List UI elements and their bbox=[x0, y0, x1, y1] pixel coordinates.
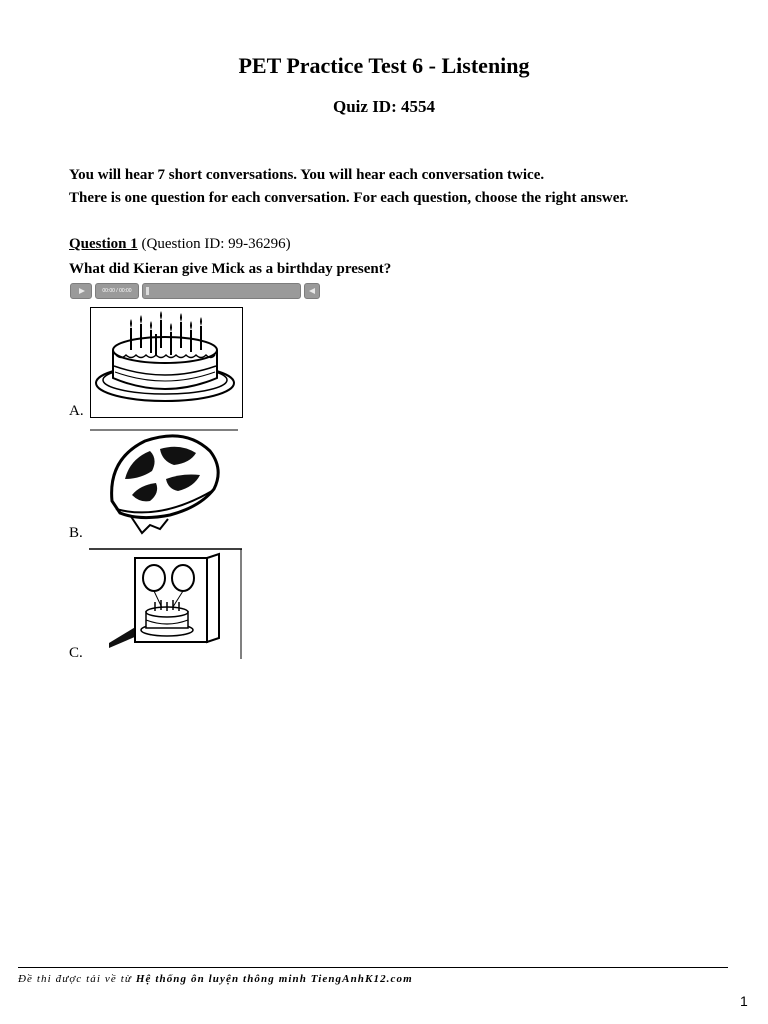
page-title: PET Practice Test 6 - Listening bbox=[238, 53, 530, 78]
footer-rule bbox=[18, 967, 728, 968]
option-a-label: A. bbox=[69, 403, 84, 419]
quiz-id: Quiz ID: 4554 bbox=[333, 97, 435, 116]
question-header bbox=[69, 236, 291, 253]
birthday-cake-icon[interactable] bbox=[90, 307, 243, 418]
footer-text bbox=[18, 973, 413, 985]
question-id: (Question ID: 99-36296) bbox=[141, 236, 291, 252]
page-number: 1 bbox=[740, 993, 748, 1009]
play-button[interactable] bbox=[70, 283, 92, 299]
time-display: 00:00 / 00:00 bbox=[95, 283, 139, 299]
question-number: Question 1 bbox=[69, 236, 138, 252]
seek-bar[interactable] bbox=[142, 283, 301, 299]
footer-prefix: Đề thi được tải về từ bbox=[18, 973, 132, 985]
footer-site-link[interactable]: Hệ thống ôn luyện thông minh TiengAnhK12.com bbox=[135, 973, 413, 985]
seek-thumb[interactable] bbox=[146, 287, 149, 295]
question-text: What did Kieran give Mick as a birthday present? bbox=[69, 261, 392, 277]
birthday-card-icon[interactable] bbox=[89, 548, 242, 659]
instruction-line-1: You will hear 7 short conversations. You will hear each conversation twice. bbox=[69, 167, 545, 183]
option-c-label: C. bbox=[69, 645, 83, 661]
bicycle-helmet-icon[interactable] bbox=[90, 429, 238, 539]
instruction-line-2: There is one question for each conversation. For each question, choose the right answer. bbox=[69, 190, 629, 206]
volume-button[interactable] bbox=[304, 283, 320, 299]
audio-player bbox=[70, 283, 320, 300]
option-b-label: B. bbox=[69, 525, 83, 541]
